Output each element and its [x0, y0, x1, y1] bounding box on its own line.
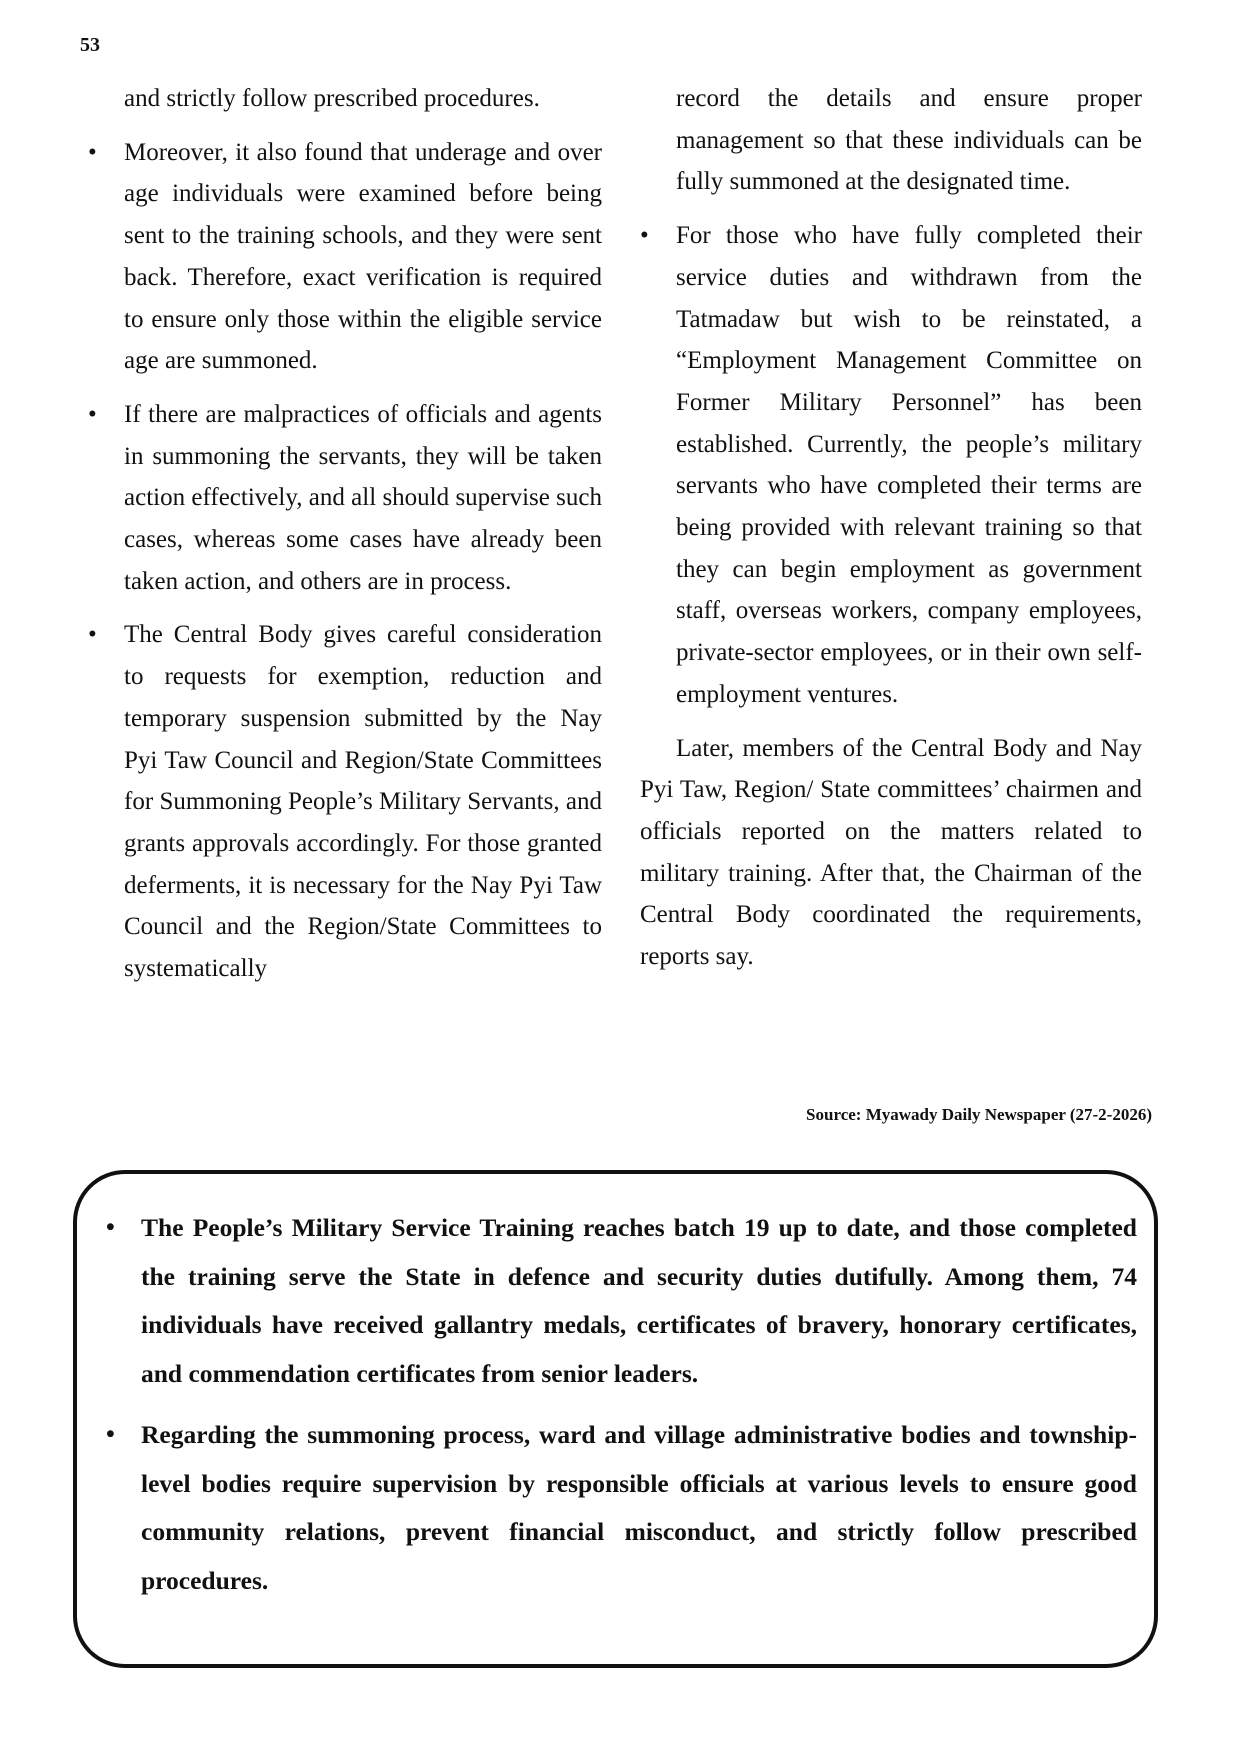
list-item: • If there are malpractices of officials and agents in summoning the servants, they will be taken action effectively, and all should supervise such cases, whereas some cases have already been taken action, and others are in process.	[124, 394, 602, 603]
list-item: • For those who have fully completed their service duties and withdrawn from the Tatmadaw but wish to be reinstated, a “Employment Management Committee on Former Military Personnel” has been established. Currently, the people’s military servants who have completed their terms are being provided with relevant training so that they can begin employment as government staff, overseas workers, company employees, private-sector employees, or in their own self-employment ventures.	[640, 215, 1142, 715]
source-citation: Source: Myawady Daily Newspaper (27-2-2026)	[806, 1105, 1152, 1124]
highlight-box	[73, 1170, 1158, 1668]
continuation-text: record the details and ensure proper management so that these individuals can be fully summoned at the designated time.	[676, 85, 1142, 196]
list-item: • Moreover, it also found that underage and over age individuals were examined before being sent to the training schools, and they were sent back. Therefore, exact verification is required to ensure only those within the eligible service age are summoned.	[124, 132, 602, 382]
highlight-list	[141, 1204, 1137, 1618]
continuation-text: and strictly follow prescribed procedures.	[124, 85, 540, 112]
left-column	[124, 78, 602, 1002]
closing-paragraph: Later, members of the Central Body and Nay Pyi Taw, Region/ State committees’ chairmen and officials reported on the matters related to military training. After that, the Chairman of the Central Body coordinated the requirements, reports say.	[640, 734, 1142, 971]
list-item: • The Central Body gives careful consideration to requests for exemption, reduction and temporary suspension submitted by the Nay Pyi Taw Council and Region/State Committees for Summoning People’s Military Servants, and grants approvals accordingly. For those granted deferments, it is necessary for the Nay Pyi Taw Council and the Region/State Committees to systematically	[124, 614, 602, 989]
right-column	[640, 78, 1142, 990]
highlight-item: • Regarding the summoning process, ward and village administrative bodies and township-level bodies require supervision by responsible officials at various levels to ensure good community relations, prevent financial misconduct, and strictly follow prescribed procedures.	[141, 1411, 1137, 1605]
highlight-item: • The People’s Military Service Training reaches batch 19 up to date, and those completed the training serve the State in defence and security duties dutifully. Among them, 74 individuals have received gallantry medals, certificates of bravery, honorary certificates, and commendation certificates from senior leaders.	[141, 1204, 1137, 1398]
page-number: 53	[80, 34, 100, 56]
